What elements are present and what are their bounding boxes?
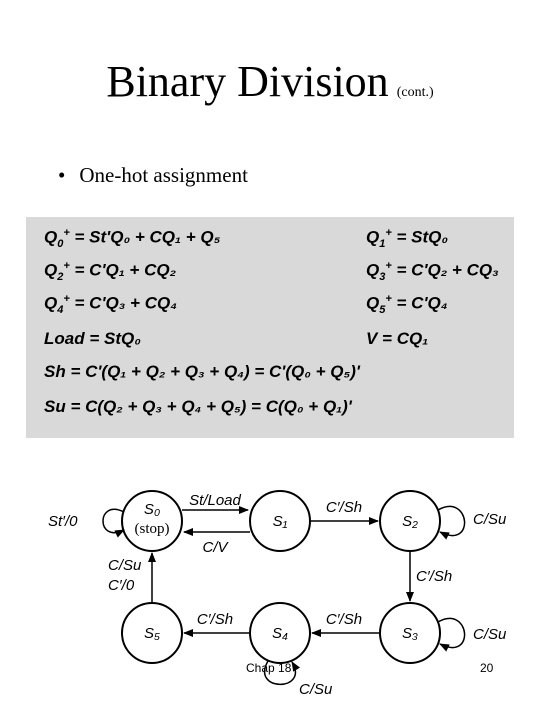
label-s1-s0: C/V: [202, 539, 228, 556]
label-s4-self: C/Su: [299, 681, 333, 698]
equation-q2: $Q_2^+ = C'Q_1 + CQ_2$: [44, 260, 177, 284]
state-s4-label: S₄: [271, 625, 289, 642]
bullet-marker: •: [58, 163, 66, 187]
page-number: 20: [480, 661, 494, 675]
footer-chapter: Chap 18: [246, 661, 292, 675]
loop-s3: [438, 618, 465, 647]
label-s3-self: C/Su: [473, 626, 507, 643]
state-s3-label: S₃: [402, 625, 418, 642]
label-s0-s1: St/Load: [189, 492, 241, 509]
label-s3-s4: C′/Sh: [325, 611, 363, 628]
equation-v: V = CQ₁: [366, 329, 429, 348]
equation-load: Load = StQ₀: [44, 329, 141, 348]
equation-q4: $Q_4^+ = C'Q_3 + CQ_4$: [44, 293, 178, 317]
label-s2-s3: C′/Sh: [416, 568, 453, 585]
state-s1-label: S₁: [272, 513, 288, 530]
slide-title-block: [0, 56, 540, 107]
label-s4-s5: C′/Sh: [196, 611, 234, 628]
slide-title: Binary Division: [106, 57, 389, 106]
equation-q5: $Q_5^+ = C'Q_4$: [366, 293, 448, 317]
equation-sh: Sh = C'(Q₁ + Q₂ + Q₃ + Q₄) = C'(Q₀ + Q₅)': [44, 362, 360, 381]
label-s5-s0-a: C/Su: [108, 557, 142, 574]
label-s1-s2: C′/Sh: [325, 499, 363, 516]
equation-q0: $Q_0^+ = St'Q_0 + CQ_1 + Q_5$: [44, 227, 221, 251]
bullet-item: [58, 163, 248, 188]
state-s0-note: (stop): [134, 521, 170, 537]
state-s5-label: S₅: [143, 625, 161, 642]
label-s2-self: C/Su: [473, 511, 507, 528]
slide-title-suffix: (cont.): [396, 85, 434, 100]
state-s0-label: S₀: [143, 501, 161, 518]
label-s5-s0-b: C′/0: [108, 577, 135, 594]
equation-panel: [26, 217, 514, 438]
equation-q1: $Q_1^+ = StQ_0$: [366, 227, 449, 251]
label-s0-self: St′/0: [48, 513, 78, 530]
bullet-text: One-hot assignment: [79, 163, 248, 187]
equation-su: Su = C(Q₂ + Q₃ + Q₄ + Q₅) = C(Q₀ + Q₁)': [44, 397, 352, 416]
loop-s2: [438, 506, 465, 535]
equation-q3: $Q_3^+ = C'Q_2 + CQ_3$: [366, 260, 499, 284]
state-s2-label: S₂: [402, 513, 418, 530]
loop-s0: [103, 509, 124, 532]
